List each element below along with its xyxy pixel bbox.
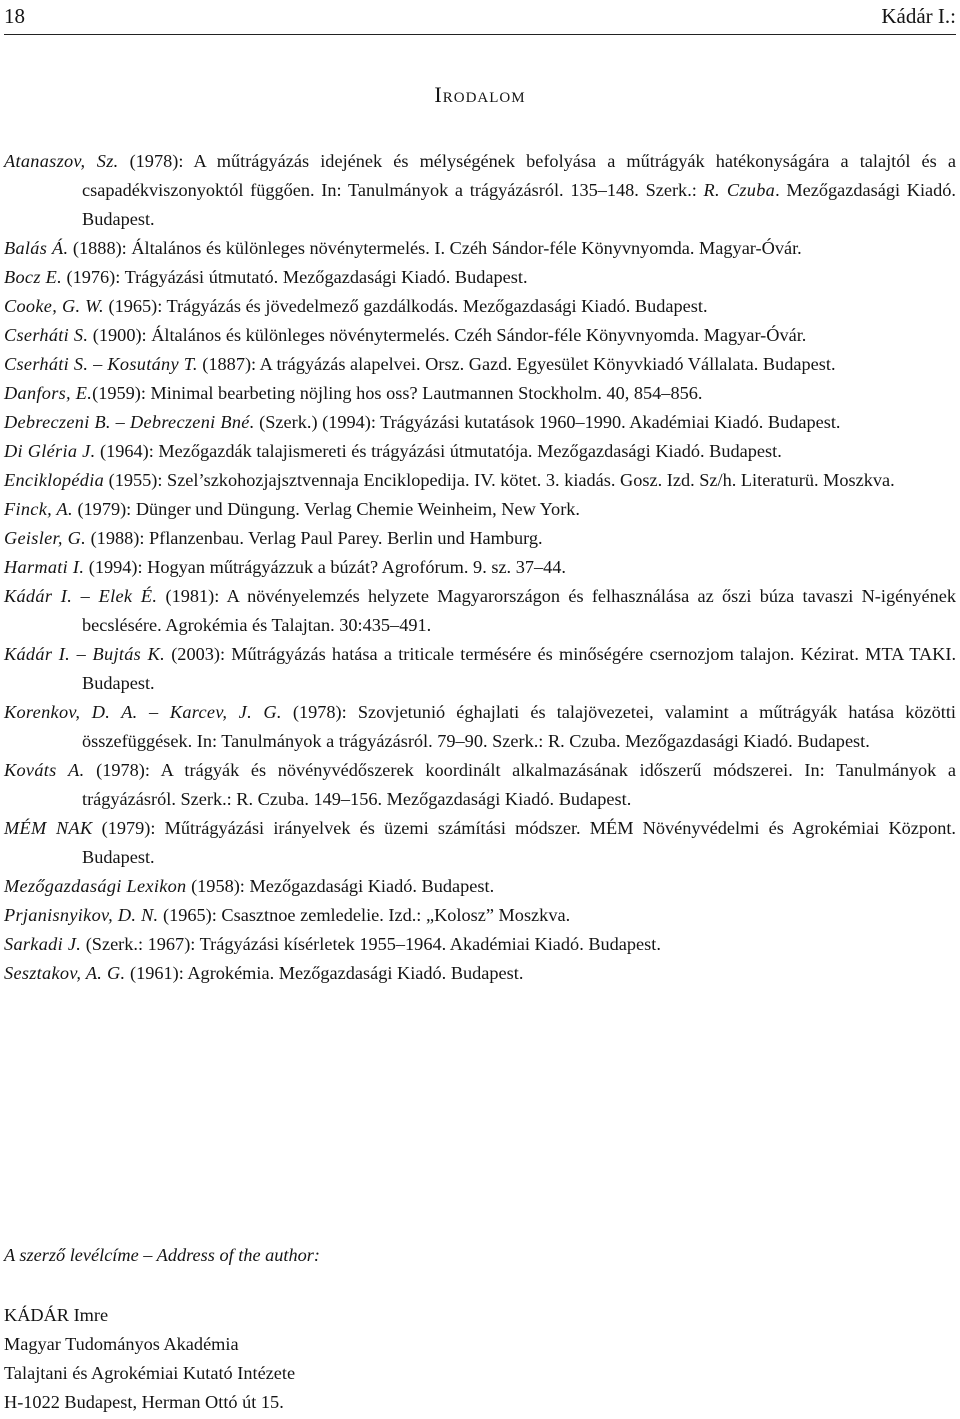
reference-text: (1965): Trágyázás és jövedelmező gazdálkodás. Mezőgazdasági Kiadó. Budapest. xyxy=(103,296,708,316)
reference-author: Geisler, G. xyxy=(4,528,87,548)
author-address xyxy=(4,1301,295,1417)
reference-author: Kováts A. xyxy=(4,760,85,780)
reference-text-continued: . Mezőgazdasági Kiadó. Budapest. xyxy=(82,180,957,229)
reference-text: (1976): Trágyázási útmutató. Mezőgazdasági Kiadó. Budapest. xyxy=(61,267,528,287)
reference-item xyxy=(4,872,956,901)
section-title: Irodalom xyxy=(434,82,526,107)
reference-text: (1978): A trágyák és növényvédőszerek koordinált alkalmazásának időszerű módszerei. In: Tanulmányok a trágyázásról. Szerk.: R. Czuba. 149–156. Mezőgazdasági Kiadó. Budapest. xyxy=(82,760,956,809)
reference-text: (Szerk.) (1994): Trágyázási kutatások 1960–1990. Akadémiai Kiadó. Budapest. xyxy=(254,412,841,432)
reference-author: Korenkov, D. A. – Karcev, J. G. xyxy=(4,702,282,722)
address-line: H-1022 Budapest, Herman Ottó út 15. xyxy=(4,1392,284,1412)
reference-item xyxy=(4,814,956,872)
reference-text: (1959): Minimal bearbeting nöjling hos oss? Lautmannen Stockholm. 40, 854–856. xyxy=(92,383,703,403)
reference-item xyxy=(4,553,956,582)
reference-item xyxy=(4,379,956,408)
reference-author: MÉM NAK xyxy=(4,818,93,838)
reference-item xyxy=(4,901,956,930)
reference-text: (1978): A műtrágyázás idejének és mélységének befolyása a műtrágyák hatékonyságára a talajtól és a csapadékviszonyoktól függően. In: Tanulmányok a trágyázásról. 135–148. Szerk.: xyxy=(82,151,956,200)
reference-item xyxy=(4,350,956,379)
page-header xyxy=(4,2,956,32)
reference-item xyxy=(4,147,956,234)
reference-item xyxy=(4,321,956,350)
reference-item xyxy=(4,930,956,959)
reference-text: (Szerk.: 1967): Trágyázási kísérletek 1955–1964. Akadémiai Kiadó. Budapest. xyxy=(81,934,661,954)
reference-author: Di Gléria J. xyxy=(4,441,96,461)
reference-text: (1958): Mezőgazdasági Kiadó. Budapest. xyxy=(186,876,495,896)
reference-item xyxy=(4,263,956,292)
reference-author: Prjanisnyikov, D. N. xyxy=(4,905,159,925)
reference-author: Enciklopédia xyxy=(4,470,105,490)
reference-item xyxy=(4,466,956,495)
reference-item xyxy=(4,524,956,553)
reference-text: (1965): Csasztnoe zemledelie. Izd.: „Kolosz” Moszkva. xyxy=(158,905,571,925)
reference-author: Sesztakov, A. G. xyxy=(4,963,126,983)
reference-author: Balás Á. xyxy=(4,238,69,258)
reference-item xyxy=(4,698,956,756)
reference-text: (1994): Hogyan műtrágyázzuk a búzát? Agrofórum. 9. sz. 37–44. xyxy=(84,557,566,577)
address-label: A szerző levélcíme – Address of the author: xyxy=(4,1245,320,1265)
reference-item xyxy=(4,640,956,698)
reference-item xyxy=(4,582,956,640)
address-line: Magyar Tudományos Akadémia xyxy=(4,1334,239,1354)
reference-item xyxy=(4,756,956,814)
reference-author: Bocz E. xyxy=(4,267,62,287)
reference-text: (1887): A trágyázás alapelvei. Orsz. Gazd. Egyesület Könyvkiadó Vállalata. Budapest. xyxy=(197,354,836,374)
reference-author: Mezőgazdasági Lexikon xyxy=(4,876,187,896)
reference-author: Atanaszov, Sz. xyxy=(4,151,119,171)
reference-author: Debreczeni B. – Debreczeni Bné. xyxy=(4,412,255,432)
reference-item xyxy=(4,437,956,466)
reference-text: (1979): Műtrágyázási irányelvek és üzemi számítási módszer. MÉM Növényvédelmi és Agrokémiai Központ. Budapest. xyxy=(82,818,956,867)
reference-author: Finck, A. xyxy=(4,499,73,519)
reference-item xyxy=(4,234,956,263)
reference-author: Kádár I. – Bujtás K. xyxy=(4,644,165,664)
author-name: KÁDÁR Imre xyxy=(4,1305,109,1325)
reference-author: Danfors, E. xyxy=(4,383,93,403)
reference-author: Kádár I. – Elek É. xyxy=(4,586,158,606)
reference-text: (1978): Szovjetunió éghajlati és talajövezetei, valamint a műtrágyák hatása közötti összefüggések. In: Tanulmányok a trágyázásról. 79–90. Szerk.: R. Czuba. Mezőgazdasági Kiadó. Budapest. xyxy=(82,702,956,751)
running-head: Kádár I.: xyxy=(881,4,956,28)
header-rule xyxy=(4,34,956,35)
reference-author: Cserháti S. – Kosutány T. xyxy=(4,354,198,374)
reference-text: (1888): Általános és különleges növénytermelés. I. Czéh Sándor-féle Könyvnyomda. Magyar-Óvár. xyxy=(68,238,802,258)
reference-text: (1955): Szel’szkohozjajsztvennaja Enciklopedija. IV. kötet. 3. kiadás. Gosz. Izd. Sz/h. Literaturü. Moszkva. xyxy=(104,470,895,490)
reference-item xyxy=(4,495,956,524)
reference-author: Sarkadi J. xyxy=(4,934,82,954)
reference-list xyxy=(4,147,956,988)
reference-text: (1979): Dünger und Düngung. Verlag Chemie Weinheim, New York. xyxy=(72,499,580,519)
reference-item xyxy=(4,408,956,437)
reference-text: (1900): Általános és különleges növénytermelés. Czéh Sándor-féle Könyvnyomda. Magyar-Óvár. xyxy=(88,325,807,345)
page-number: 18 xyxy=(4,4,25,28)
reference-text: (2003): Műtrágyázás hatása a triticale termésére és minőségére csernozjom talajon. Kézirat. MTA TAKI. Budapest. xyxy=(82,644,957,693)
reference-text: (1988): Pflanzenbau. Verlag Paul Parey. Berlin und Hamburg. xyxy=(86,528,543,548)
reference-author: Harmati I. xyxy=(4,557,85,577)
address-line: Talajtani és Agrokémiai Kutató Intézete xyxy=(4,1363,296,1383)
reference-text: (1981): A növényelemzés helyzete Magyarországon és felhasználása az őszi búza tavaszi N-igényének becslésére. Agrokémia és Talajtan. 30:435–491. xyxy=(82,586,956,635)
reference-text: (1964): Mezőgazdák talajismereti és trágyázási útmutatója. Mezőgazdasági Kiadó. Budapest. xyxy=(95,441,782,461)
reference-author: Cserháti S. xyxy=(4,325,89,345)
reference-text: (1961): Agrokémia. Mezőgazdasági Kiadó. Budapest. xyxy=(125,963,524,983)
reference-item xyxy=(4,959,956,988)
reference-item xyxy=(4,292,956,321)
reference-author: Cooke, G. W. xyxy=(4,296,104,316)
reference-editor: R. Czuba xyxy=(703,180,776,200)
